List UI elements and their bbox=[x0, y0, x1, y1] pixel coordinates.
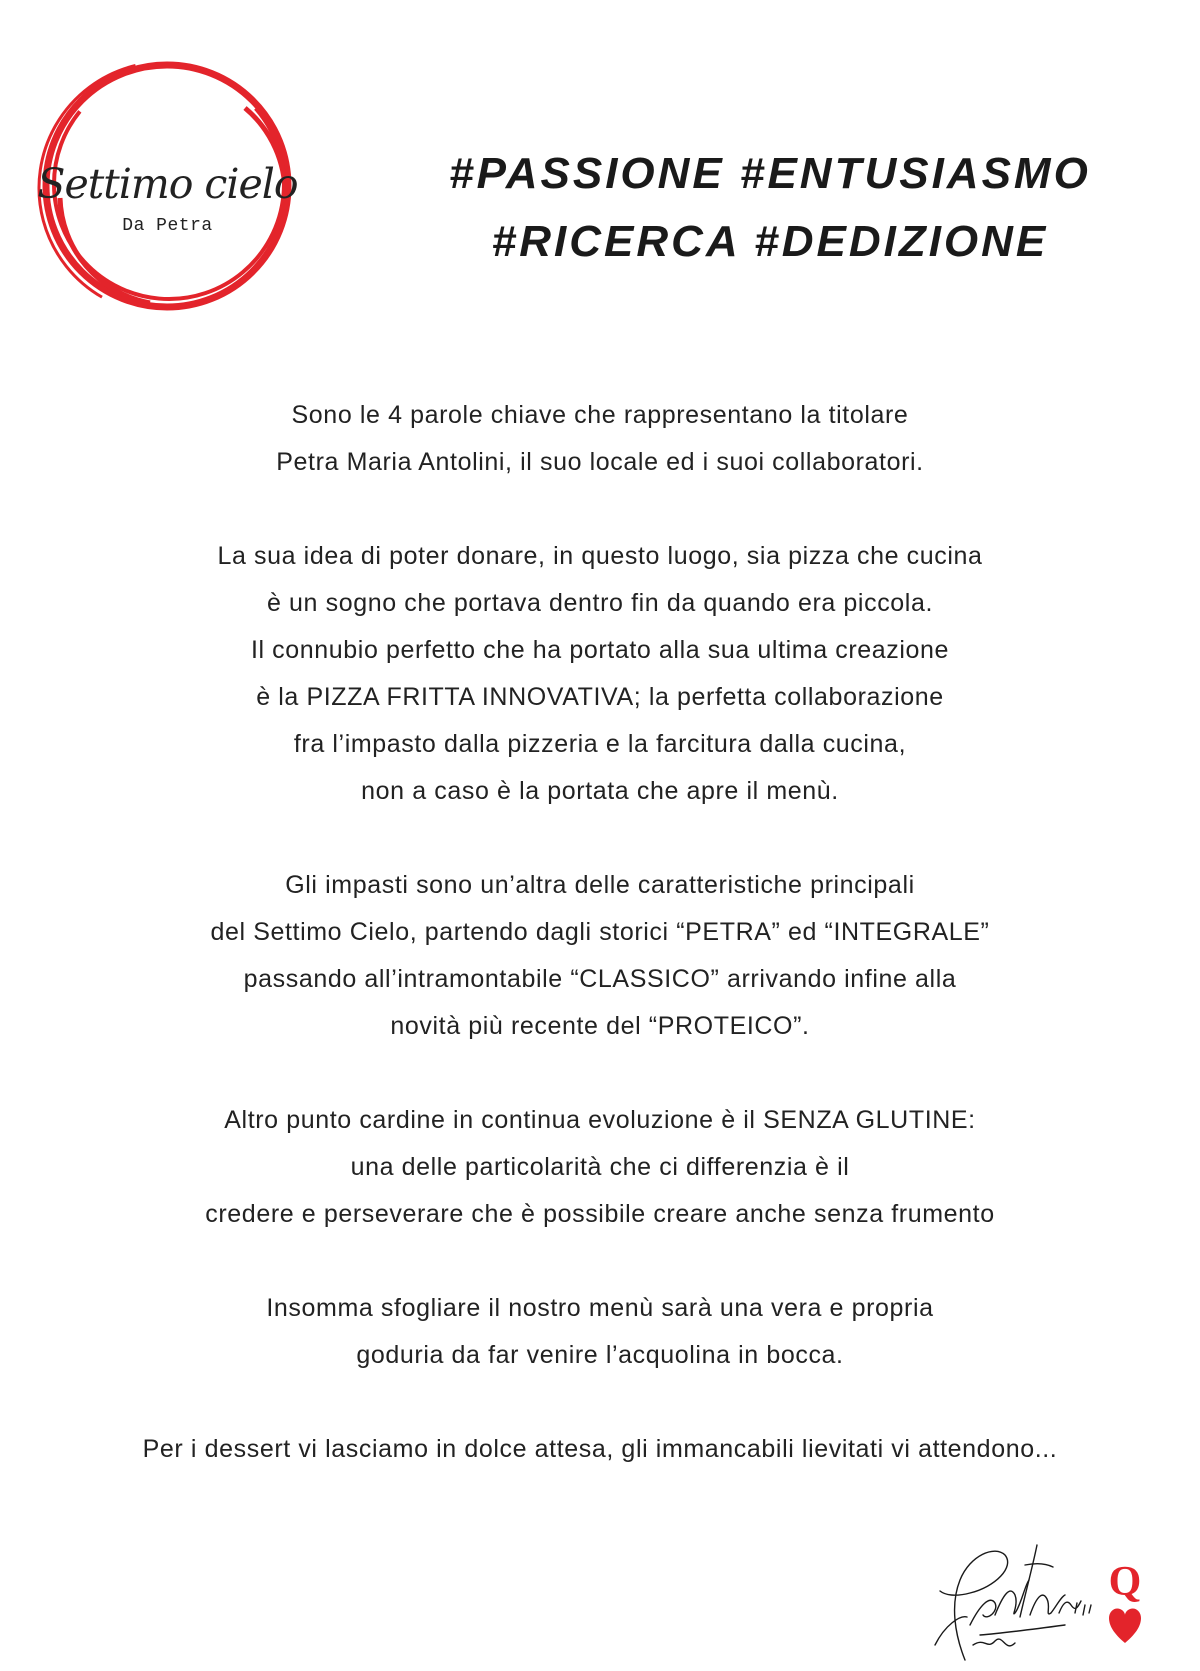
text-line: passando all’intramontabile “CLASSICO” arrivando infine alla bbox=[243, 965, 957, 993]
text-line: è un sogno che portava dentro fin da quando era piccola. bbox=[267, 589, 933, 617]
text-line: novità più recente del “PROTEICO”. bbox=[390, 1012, 810, 1040]
queen-card-icon bbox=[1105, 1555, 1145, 1650]
text-line: Il connubio perfetto che ha portato alla sua ultima creazione bbox=[250, 636, 950, 664]
text-line: è la PIZZA FRITTA INNOVATIVA; la perfetta collaborazione bbox=[256, 683, 944, 711]
logo-subtitle: Da Petra bbox=[122, 216, 213, 236]
hashtag-line-1: #PASSIONE #ENTUSIASMO bbox=[449, 149, 1091, 198]
text-line: credere e perseverare che è possibile creare anche senza frumento bbox=[205, 1200, 995, 1228]
paragraph bbox=[60, 392, 1140, 486]
text-line: Altro punto cardine in continua evoluzione è il SENZA GLUTINE: bbox=[224, 1106, 976, 1134]
paragraph bbox=[60, 1426, 1140, 1473]
paragraph bbox=[60, 1285, 1140, 1379]
signature-icon bbox=[925, 1525, 1095, 1665]
card-letter: Q bbox=[1108, 1559, 1142, 1605]
handwritten-signature bbox=[925, 1525, 1095, 1665]
text-line: non a caso è la portata che apre il menù. bbox=[361, 777, 839, 805]
logo-name: Settimo cielo bbox=[37, 160, 298, 208]
text-line: fra l’impasto dalla pizzeria e la farcitura dalla cucina, bbox=[293, 730, 907, 758]
text-line: La sua idea di poter donare, in questo luogo, sia pizza che cucina bbox=[217, 542, 983, 570]
text-line: goduria da far venire l’acquolina in bocca. bbox=[356, 1341, 844, 1369]
queen-of-hearts-mark bbox=[1105, 1555, 1145, 1650]
text-line: Petra Maria Antolini, il suo locale ed i suoi collaboratori. bbox=[276, 448, 924, 476]
text-line: Insomma sfogliare il nostro menù sarà una vera e propria bbox=[266, 1294, 934, 1322]
text-line: Sono le 4 parole chiave che rappresentano la titolare bbox=[291, 401, 909, 429]
text-line: del Settimo Cielo, partendo dagli storici “PETRA” ed “INTEGRALE” bbox=[210, 918, 990, 946]
text-line: Per i dessert vi lasciamo in dolce attesa, gli immancabili lievitati vi attendono... bbox=[142, 1435, 1058, 1463]
heart-icon bbox=[1109, 1608, 1141, 1643]
paragraph bbox=[60, 1097, 1140, 1238]
text-line: una delle particolarità che ci differenzia è il bbox=[350, 1153, 850, 1181]
hashtag-line-2: #RICERCA #DEDIZIONE bbox=[491, 217, 1049, 266]
paragraph bbox=[60, 862, 1140, 1050]
body-text bbox=[60, 392, 1140, 1473]
paragraph bbox=[60, 533, 1140, 815]
hashtag-heading bbox=[420, 140, 1120, 276]
text-line: Gli impasti sono un’altra delle caratteristiche principali bbox=[285, 871, 915, 899]
logo bbox=[30, 48, 305, 323]
